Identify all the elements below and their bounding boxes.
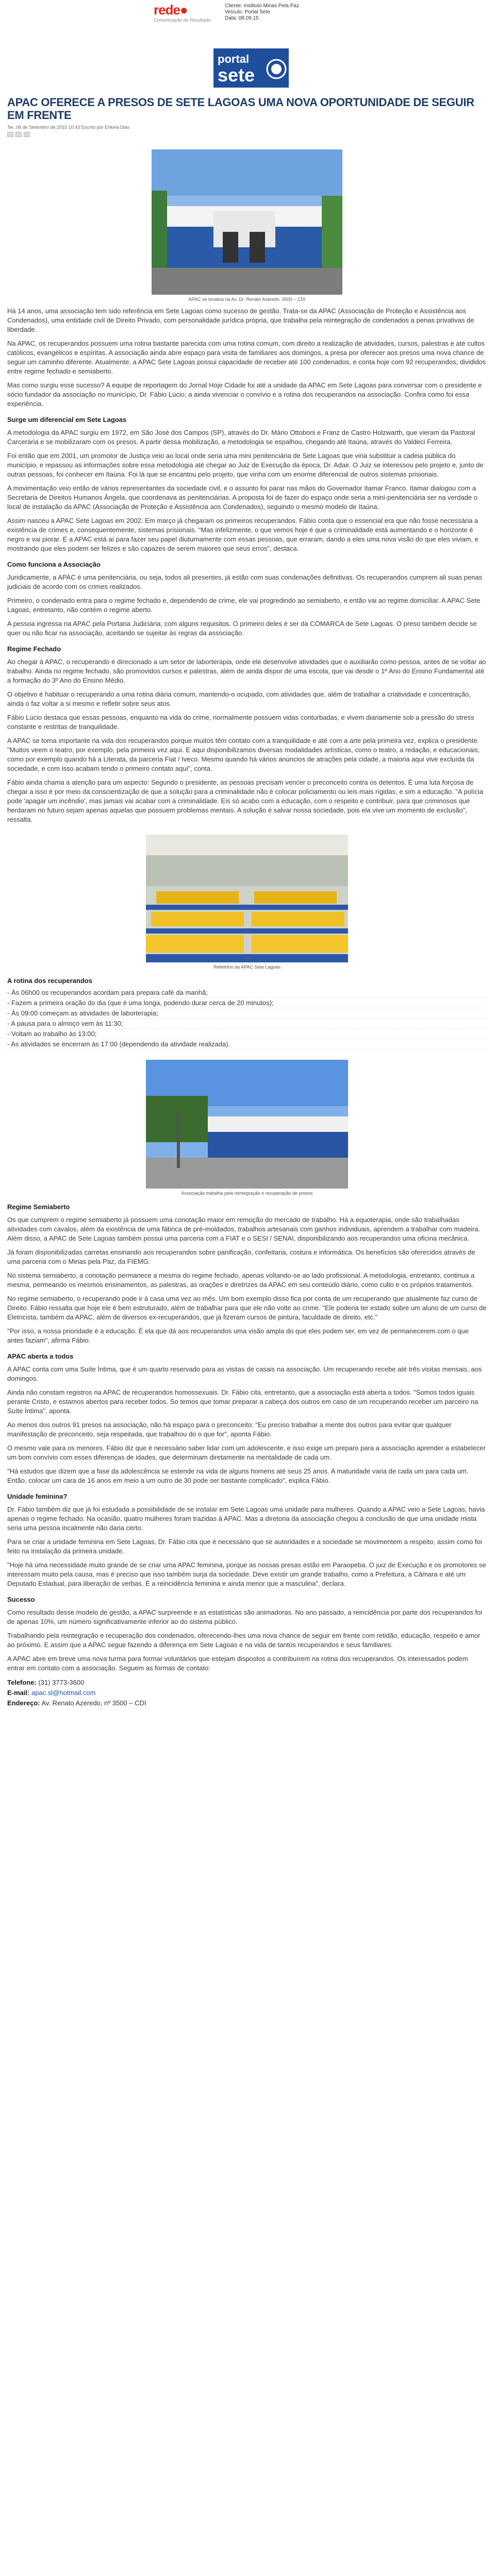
- figure-yard: [7, 1060, 487, 1196]
- paragraph: O mesmo vale para os menores. Fábio diz que é necessário saber lidar com um adolescente, e isso exige um preparo para a associação aprender a estabelecer um bom convívio com esses diferenças de idades, que determinam diretamente na mentalidade de cada um.: [7, 1444, 486, 1461]
- section-heading: Regime Semiaberto: [7, 1203, 70, 1211]
- rede-logo: rede●: [154, 2, 188, 18]
- section-heading: Surge um diferencial em Sete Lagoas: [7, 416, 127, 423]
- paragraph: O objetivo é habituar o recuperando a uma rotina diária comum, mantendo-o ocupado, com atividades que, além de trabalhar a criatividade e concentração, ainda o faz voltar a si mesmo e refletir sobre seus atos.: [7, 690, 471, 707]
- section-heading: Unidade feminina?: [7, 1493, 68, 1500]
- contact-address: Endereço: Av. Renato Azeredo, nº 3500 – CDI: [7, 1699, 146, 1707]
- paragraph: Fábio ainda chama a atenção para um aspecto: Segundo o presidente, as pessoas precisam vencer o preconceito contra os detentos. É uma luta forçosa de chegar a isso é por meio da conscientização de que a solução para a criminalidade não é colocar policiamento ou leis mais rígidas, e sim a educação. "A polícia pode 'apagar um incêndio', mas jamais vai acabar com a criminalidade. Eis só acabo com a educação, com o respeito e contribuir, para que criminosos que herdaram no futuro sejam apenas aquelas que possuem problemas mentais. A solução é salvar nossa sociedade, pois ela vive um momento de exclusão", ressalta.: [7, 778, 484, 823]
- paragraph: Trabalhando pela reintegração e recuperação dos condenados, oferecendo-lhes uma nova chance de seguir em frente com retidão, educação, respeito e amor ao próximo. E assim que a APAC segue fazendo a diferença em Sete Lagoas e na vida de tantos recuperandos e seus familiares.: [7, 1632, 481, 1649]
- list-item: - Fazem a primeira oração do dia (que é uma longa, podendo durar cerca de 20 minutos);: [7, 998, 487, 1008]
- contact-block: [7, 1677, 487, 1708]
- clip-date: Data: 08.09.15: [225, 15, 259, 21]
- article-tools: [7, 132, 487, 139]
- paragraph: Dr. Fábio também diz que já foi estudada a possibilidade de se instalar em Sete Lagoas uma unidade para mulheres. Quando a APAC veio a Sete Lagoas, havia apenas o regime fechado. Na ocasião, quatro mulheres foram trazidas à APAC. Mas a diretoria da associação chegou à conclusão de que uma unidade mista seria uma pessoa incalmente não daria certo.: [7, 1505, 485, 1532]
- list-item: - Voltam ao trabalho às 13:00;: [7, 1029, 487, 1039]
- paragraph: Há 14 anos, uma associação tem sido referência em Sete Lagoas como sucesso de gestão. Trata-se da APAC (Associação de Proteção e Assistência aos Condenados), uma entidade civil de Direito Privado, com personalidade jurídica própria, que trabalha pela reintegração de condenados a penas privativas de liberdade.: [7, 307, 474, 333]
- photo-yard: [146, 1060, 348, 1189]
- clip-meta: [225, 3, 299, 22]
- figure-building-caption: APAC se localiza na Av. Dr. Renato Azeredo, 3500 – CDI: [188, 297, 306, 302]
- contact-phone: Telefone: (31) 3773-3600: [7, 1679, 85, 1686]
- photo-cafeteria: [146, 835, 348, 962]
- figure-cafeteria-caption: Refeitório da APAC Sete Lagoas: [213, 964, 280, 970]
- paragraph: Juridicamente, a APAC é uma penitenciária, ou seja, todos ali presentes, já estão com suas condenações definitivas. Os recuperandos cumprem ali suas penas judiciais de acordo com os crimes realizados.: [7, 573, 483, 590]
- figure-cafeteria: [7, 835, 487, 970]
- section-heading: Como funciona a Associação: [7, 561, 101, 568]
- paragraph: Ao menos dos outros 91 presos na associação, não há espaço para o preconceito: "Eu preciso trabalhar a mente dos outros para evitar que qualquer manifestação de preconceito, seja respeitada, que trabalhou do o que for", aponta Fábio.: [7, 1421, 452, 1438]
- paragraph: "Há estudos que dizem que a fase da adolescência se estende na vida de alguns homens até seus 25 anos. A maturidade varia de cada um para cada um. Então, colocar um cara de 16 anos em meio a um outro de 30 pode ser bastante complicado", explica Fábio.: [7, 1467, 469, 1484]
- article: [7, 96, 487, 1708]
- paragraph: A APAC se torna importante na vida dos recuperandos porque muitos têm contato com a tranquilidade e até com a arte pela primeira vez, explica o presidente. "Muitos veem o teatro, por exemplo, pela primeira vez aqui. E aqui disponibilizamos diversas modalidades artísticas, como o teatro, a redação, e educacionais, como por exemplo quando há a Literata, da parceria Fiat / Iveco. Mesmo quando há vários anúncios de atrações pela cidade, a maioria aqui vive excluída da sociedade, e com isso acabam tendo o primeiro contato aqui", conta.: [7, 737, 480, 772]
- list-item: - Às 06h00 os recuperandos acordam para prepara café da manhã;: [7, 988, 487, 998]
- share-icon[interactable]: [24, 132, 30, 137]
- article-title: APAC OFERECE A PRESOS DE SETE LAGOAS UMA NOVA OPORTUNIDADE DE SEGUIR EM FRENTE: [7, 96, 474, 122]
- paragraph: Primeiro, o condenado entra para o regime fechado e, dependendo de crime, ele vai progredindo ao semiaberto, e então vai ao regime domiciliar. A APAC Sete Lagoas, entretanto, não contém o regime aberto.: [7, 597, 481, 614]
- paragraph: No sistema semiaberto, a conotação permanece a mesma do regime fechado, apenas voltando-se ao lado profissional. A metodologia, entretanto, continua a mesma, permeando os mesmos ensinamentos, as palestras, as orações e diretrizes da APAC em seu conteúdo diário, como culto e os próprios tratamentos.: [7, 1272, 475, 1289]
- paragraph: Ainda não constam registros na APAC de recuperandos homossexuais. Dr. Fábio cita, entretanto, que a associação está aberta a todos. "Somos todos iguais perante Cristo, e estamos abertos para receber todos. So temos que tomar preparar a cabeça dos outros em caso de um recuperando receber um parceiro na Suíte Íntima", aponta.: [7, 1388, 478, 1415]
- contact-email: E-mail: apac.sl@hotmail.com: [7, 1689, 96, 1697]
- sete-word: sete: [218, 64, 255, 86]
- section-heading: A rotina dos recuperandos: [7, 977, 92, 985]
- paragraph: Já foram disponibilizadas carretas ensinando aos recuperandos sobre panificação, confeitaria, costura e informática. Os benefícios são oferecidos através de uma parceria com o Minas pela Paz, da FIEMG.: [7, 1248, 475, 1265]
- figure-yard-caption: Associação trabalha pela reintegração e recuperação de presos: [181, 1191, 313, 1196]
- email-icon[interactable]: [15, 132, 22, 137]
- paragraph: Assim nasceu a APAC Sete Lagoas em 2002. Em março já chegaram os primeiros recuperandos. Fábio conta que o essencial era que não fosse necessária a existência de crimes e, consequentemente, sistemas prisionais. "Mas infelizmente, o que vemos hoje é que a criminalidade está aumentando e o horizonte é negro e vai piorar. E a APAC está aí para fazer seu papel diuturnamente com essas pessoas, que erraram, dando a eles uma nova visão do que eles viviam, e mostrando que eles podem ser felizes e são capazes de serem maiores que seus erros", destaca.: [7, 517, 478, 552]
- list-item: - A pausa para o almoço vem às 11:30;: [7, 1019, 487, 1029]
- clip-vehicle: Veículo: Portal Sete: [225, 9, 270, 15]
- section-heading: Regime Fechado: [7, 645, 61, 653]
- portal-word: portal: [218, 53, 250, 65]
- article-dateline: Ter, 08 de Setembro de 2015 10:43 Escrito por Erikeia Dias: [7, 125, 130, 130]
- rede-logo-sub: Comunicação de Resultado: [154, 18, 211, 23]
- paragraph: Foi então que em 2001, um promotor de Justiça veio ao local onde seria uma mini penitenciária de Sete Lagoas que viria substituir a cadeia pública do município, e repassou as informações sobre essa metodologia até chegar ao Juiz de Execução da época, Dr. Adair. O Juiz se interessou pelo projeto e, junto de outras pessoas, foi conhecer em Itaúna. Foi lá que se encantou pelo projeto, que vinha com um enorme diferencial de outros sistemas prisionais.: [7, 452, 484, 478]
- clip-client: Cliente: Instituto Minas Pela Paz: [225, 3, 299, 9]
- figure-building: [7, 149, 487, 302]
- print-icon[interactable]: [7, 132, 13, 137]
- list-item: - As atividades se encerram às 17:00 (dependendo da atividade realizada).: [7, 1039, 487, 1049]
- paragraph: Para se criar a unidade feminina em Sete Lagoas, Dr. Fábio cita que é necessário que se autoridades e a sociedade se movimentem a respeito, assim como foi feito na instalação da primeira unidade.: [7, 1538, 482, 1555]
- email-link[interactable]: apac.sl@hotmail.com: [31, 1689, 96, 1697]
- paragraph: Na APAC, os recuperandos possuem uma rotina bastante parecida com uma rotina comum, com direito a realização de atividades, cursos, palestras e até cultos católicos, evangélicos e espíritas. A associação ainda abre espaço para visita de familiares aos domingos, a presa por oferecer aos presos uma nova chance de seguir um caminho diferente. Atualmente, a APAC Sete Lagoas possui capacidade de receber até 100 condenados, e conta hoje com 92 recuperandos, divididos entre regime fechado e semiaberto.: [7, 340, 486, 375]
- paragraph: Ao chegar à APAC, o recuperando é direcionado a um setor de laborterapia, onde ele desenvolve atividades que o auxiliarão como pessoa, antes de se voltar ao trabalho. Ainda no regime fechado, são promovidos cursos e palestras, além de ainda dispor de uma escola, que vai desde o 1º Ano do Ensino Fundamental até a formação do 3º Ano do Ensino Médio.: [7, 658, 486, 684]
- routine-list: [7, 988, 487, 1049]
- paragraph: A metodologia da APAC surgiu em 1972, em São José dos Campos (SP), através do Dr. Mário Ottoboni e Franz de Castro Holzwarth, que vieram da Pastoral Carcerária e se mobilizaram com os presos. A partir dessa mobilização, a metodologia se espalhou, chegando até Itaúna, através do Valdeci Ferreira.: [7, 429, 475, 446]
- clip-header: [0, 0, 495, 31]
- paragraph: Mas como surgiu esse sucesso? A equipe de reportagem do Jornal Hoje Cidade foi até a unidade da APAC em Sete Lagoas para conversar com o presidente e sócio fundador da associação no município, Dr. Fábio Lúcio; a ainda vivenciar o convívio e a rotina dos recuperandos na associação. Confira como foi essa experiência.: [7, 381, 482, 408]
- list-item: - Às 09:00 começam as atividades de laborterapia;: [7, 1008, 487, 1019]
- section-heading: Sucesso: [7, 1596, 35, 1603]
- section-heading: APAC aberta a todos: [7, 1352, 74, 1360]
- paragraph: Fábio Lúcio destaca que essas pessoas, enquanto na vida do crime, normalmente possuem vidas conturbadas, e vivem diariamente sob a pressão do stress constante e restritas de tranquilidade.: [7, 714, 474, 731]
- paragraph: Os que cumprem o regime semiaberto já possuem uma conotação maior em remoção do mercado de trabalho. Há a equoterapia, onde são trabalhadas atividades com cavalos, além da existência de uma fábrica de pré-moldados, trabalhos artesanais com ganhos individuais, aprendem a trabalhar com madeira. Além disso, a APAC de Sete Lagoas também possui uma parceria com a FIAT e o SESI / SENAI, disponibilizando aos recuperandos uma oficina mecânica.: [7, 1216, 480, 1242]
- paragraph: No regime semiaberto, o recuperando pode ir à casa uma vez ao mês. Um bom exemplo disso fica por conta de um recuperando que atualmente faz curso de Direito. Fábio ressalta que hoje ele é bem estruturado, além de trabalhar para que ele não volte ao crime. "Ele poderia ter estado sobre um aluno de um curso de Eletricista, também da APAC, além de diversos ex-recuperandos, que já fizeram cursos de pintura, faculdade de direito, etc.": [7, 1295, 487, 1321]
- paragraph: A APAC conta com uma Suíte Íntima, que é um quarto reservado para as visitas de casais na associação. Um recuperando recebe até três visitas mensais, aos domingos.: [7, 1365, 482, 1382]
- paragraph: A pessoa ingressa na APAC pela Portaria Judiciária, com alguns requisitos. O primeiro deles é ser da COMARCA de Sete Lagoas. O preso também decide se quer ou não ficar na associação, aceitando se sujeitar às regras da associação.: [7, 620, 477, 637]
- paragraph: A APAC abre em breve uma nova turma para formar voluntários que estejam dispostos a contribuírem na rotina dos recuperandos. Os interessados podem entrar em contato com a associação. Seguem as formas de contato:: [7, 1655, 468, 1672]
- paragraph: A movimentação veio então de vários representantes da sociedade civil, e o assunto foi parar nas mãos do Governador Itamar Franco. Itamar dialogou com a Secretaria de Direitos Humanos Ângela, que coordenava as penitenciárias. A proposta foi de fazer do espaço onde seria a mini-penitenciária ser na verdade o local de instalação da APAC (Associação de Proteção e Assistência aos Condenados), seguindo o mesmo modelo de Itaúna.: [7, 484, 477, 511]
- paragraph: "Por isso, a nossa prioridade é a educação. É ela que dá aos recuperandos uma visão ampla do que eles podem ser, em vez de permanecerem com o que antes faziam", afirma Fábio.: [7, 1327, 469, 1344]
- photo-apac-building: [152, 149, 342, 295]
- portal-sete-logo: [213, 48, 289, 88]
- paragraph: "Hoje há uma necessidade muito grande de se criar uma APAC feminina, porque as nossas presas estão em Paraopeba. O juiz de Execução e os promotores se interessam muito pela causa, mas é preciso que isso também surja da sociedade. Deve existir um grande trabalho, como a Prefeitura, a Câmara e até um Deputado Estadual, para liberação de verbas. É a reincidência feminina e ainda menor que a masculina", declara.: [7, 1561, 486, 1587]
- paragraph: Como resultado desse modelo de gestão, a APAC surpreende e as estatísticas são animadoras. No ano passado, a reincidência por parte dos recuperandos foi de apenas 10%, um número significativamente inferior ao do sistema público.: [7, 1608, 483, 1625]
